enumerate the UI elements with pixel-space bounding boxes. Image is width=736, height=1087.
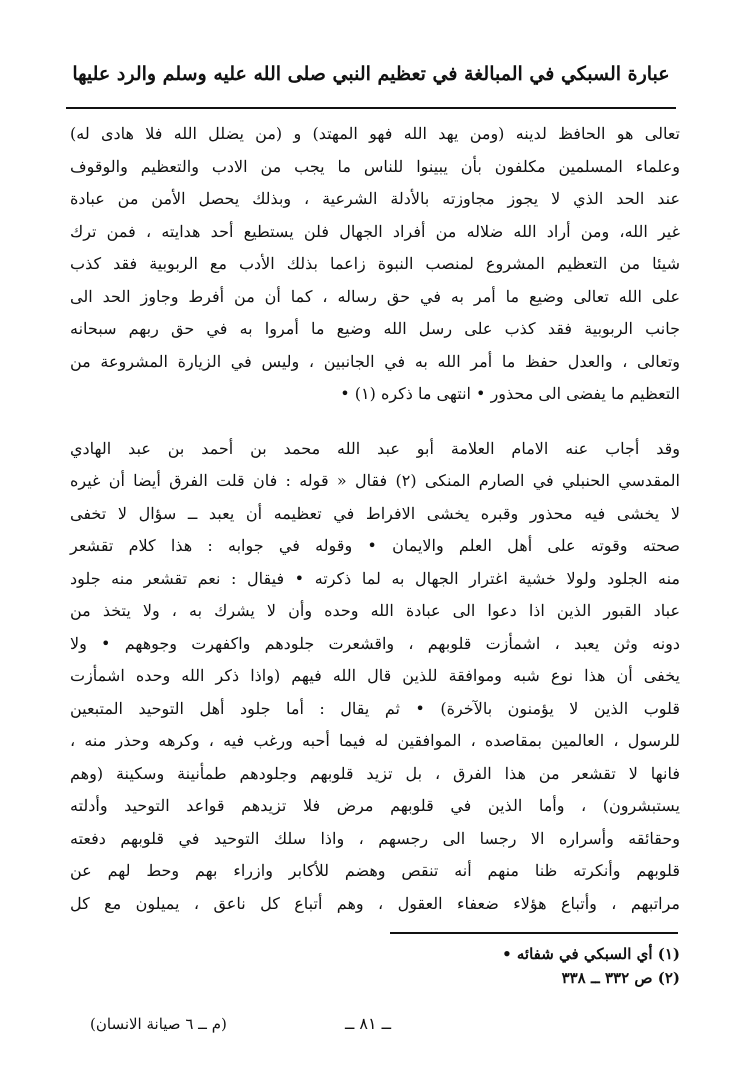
- text-line: غير الله، ومن أراد الله ضلاله من أفراد الجهال فلن يستطيع أحد هدايته ، فمن ترك: [70, 221, 681, 241]
- page-header-title: عبارة السبكي في المبالغة في تعظيم النبي صلى الله عليه وسلم والرد عليها: [72, 63, 670, 85]
- text-line: فانها لا تقشعر من هذا الفرق ، بل تزيد قلوبهم وجلودهم طمأنينة وسكينة (وهم: [70, 763, 680, 783]
- text-line: منه الجلود ولولا خشية اغترار الجهال به لما ذكرته • فيقال : نعم تقشعر منه جلود: [70, 568, 680, 588]
- text-line: دونه وثن يعبد ، اشمأزت قلوبهم ، واقشعرت جلودهم واكفهرت وجوههم • ولا: [70, 633, 680, 653]
- body-text: [70, 118, 680, 920]
- text-line: وعلماء المسلمين مكلفون بأن يبينوا للناس ما يجب من الادب والتعظيم والوقوف: [70, 156, 680, 176]
- footnote-2: (٢) ص ٣٣٢ ــ ٣٣٨: [561, 969, 680, 987]
- text-line: صحته وقوته على أهل العلم والايمان • وقوله في جوابه : هذا كلام تقشعر: [70, 536, 680, 555]
- text-line: على الله تعالى وضيع ما أمر به في حق رساله ، كما أن من أفرط وجاوز الحد الى: [70, 286, 681, 306]
- text-line: وتعالى ، والعدل حفظ ما أمر الله به في الجانبين ، وليس في الزيارة المشروعة من: [70, 351, 680, 371]
- text-line: للرسول ، العالمين بمقاصده ، الموافقين له فيما أحبه ورغب فيه ، وكرهه وحذر منه ،: [70, 731, 680, 750]
- footnotes: [380, 942, 680, 990]
- text-line: تعالى هو الحافظ لدينه (ومن يهد الله فهو المهتد) و (من يضلل الله فلا هادى له): [70, 124, 680, 143]
- text-line: يستبشرون) ، وأما الذين في قلوبهم مرض فلا تزيدهم قواعد التوحيد وأدلته: [70, 796, 680, 815]
- page-number: ــ ٨١ ــ: [344, 1014, 392, 1033]
- footnote-1: (١) أي السبكي في شفائه •: [502, 945, 680, 963]
- text-line: التعظيم ما يفضى الى محذور • انتهى ما ذكره (١) •: [340, 384, 680, 403]
- text-line: وحقائقه وأسراره الا رجسا الى رجسهم ، واذا سلك التوحيد في قلوبهم دفعته: [70, 828, 680, 848]
- paragraph-gap: [70, 411, 680, 433]
- signature-mark: (م ــ ٦ صيانة الانسان): [90, 1015, 227, 1033]
- text-line: عند الحد الذي لا يجوز مجاوزته بالأدلة الشرعية ، وبذلك يحصل الأمن من عبادة: [70, 189, 680, 208]
- text-line: وقد أجاب عنه الامام العلامة أبو عبد الله محمد بن أحمد بن عبد الهادي: [70, 438, 680, 458]
- footnote-divider: [390, 932, 678, 934]
- text-line: قلوبهم وأنكرته ظنا منهم أنه تنقص وهضم للأكابر وازراء بهم وحط لهم عن: [70, 861, 680, 880]
- text-line: المقدسي الحنبلي في الصارم المنكى (٢) فقال « قوله : فان قلت الفرق أيضا أن غيره: [70, 471, 680, 490]
- text-line: يخفى أن هذا نوع شبه وموافقة للذين قال الله فيهم (واذا ذكر الله وحده اشمأزت: [70, 666, 680, 685]
- text-line: قلوب الذين لا يؤمنون بالآخرة) • ثم يقال : أما جلود أهل التوحيد المتبعين: [70, 698, 680, 718]
- text-line: جانب الربوبية فقد كذب على رسل الله وضيع ما أمروا به في حق ربهم سبحانه: [70, 319, 680, 338]
- text-line: عباد القبور الذين اذا دعوا الى عبادة الله وحده وأن لا يشرك به ، ولا يتخذ من: [70, 601, 680, 620]
- header-divider: [66, 107, 676, 109]
- text-line: شيئا من التعظيم المشروع لمنصب النبوة زاعما بذلك الأدب مع الربوبية فقد كذب: [70, 254, 680, 273]
- text-line: لا يخشى فيه محذور وقبره يخشى الافراط في تعظيمه أن يعبد ــ سؤال لا تخفى: [70, 503, 680, 523]
- text-line: مراتبهم ، وأتباع هؤلاء ضعفاء العقول ، وهم أتباع كل ناعق ، يميلون مع كل: [70, 893, 681, 913]
